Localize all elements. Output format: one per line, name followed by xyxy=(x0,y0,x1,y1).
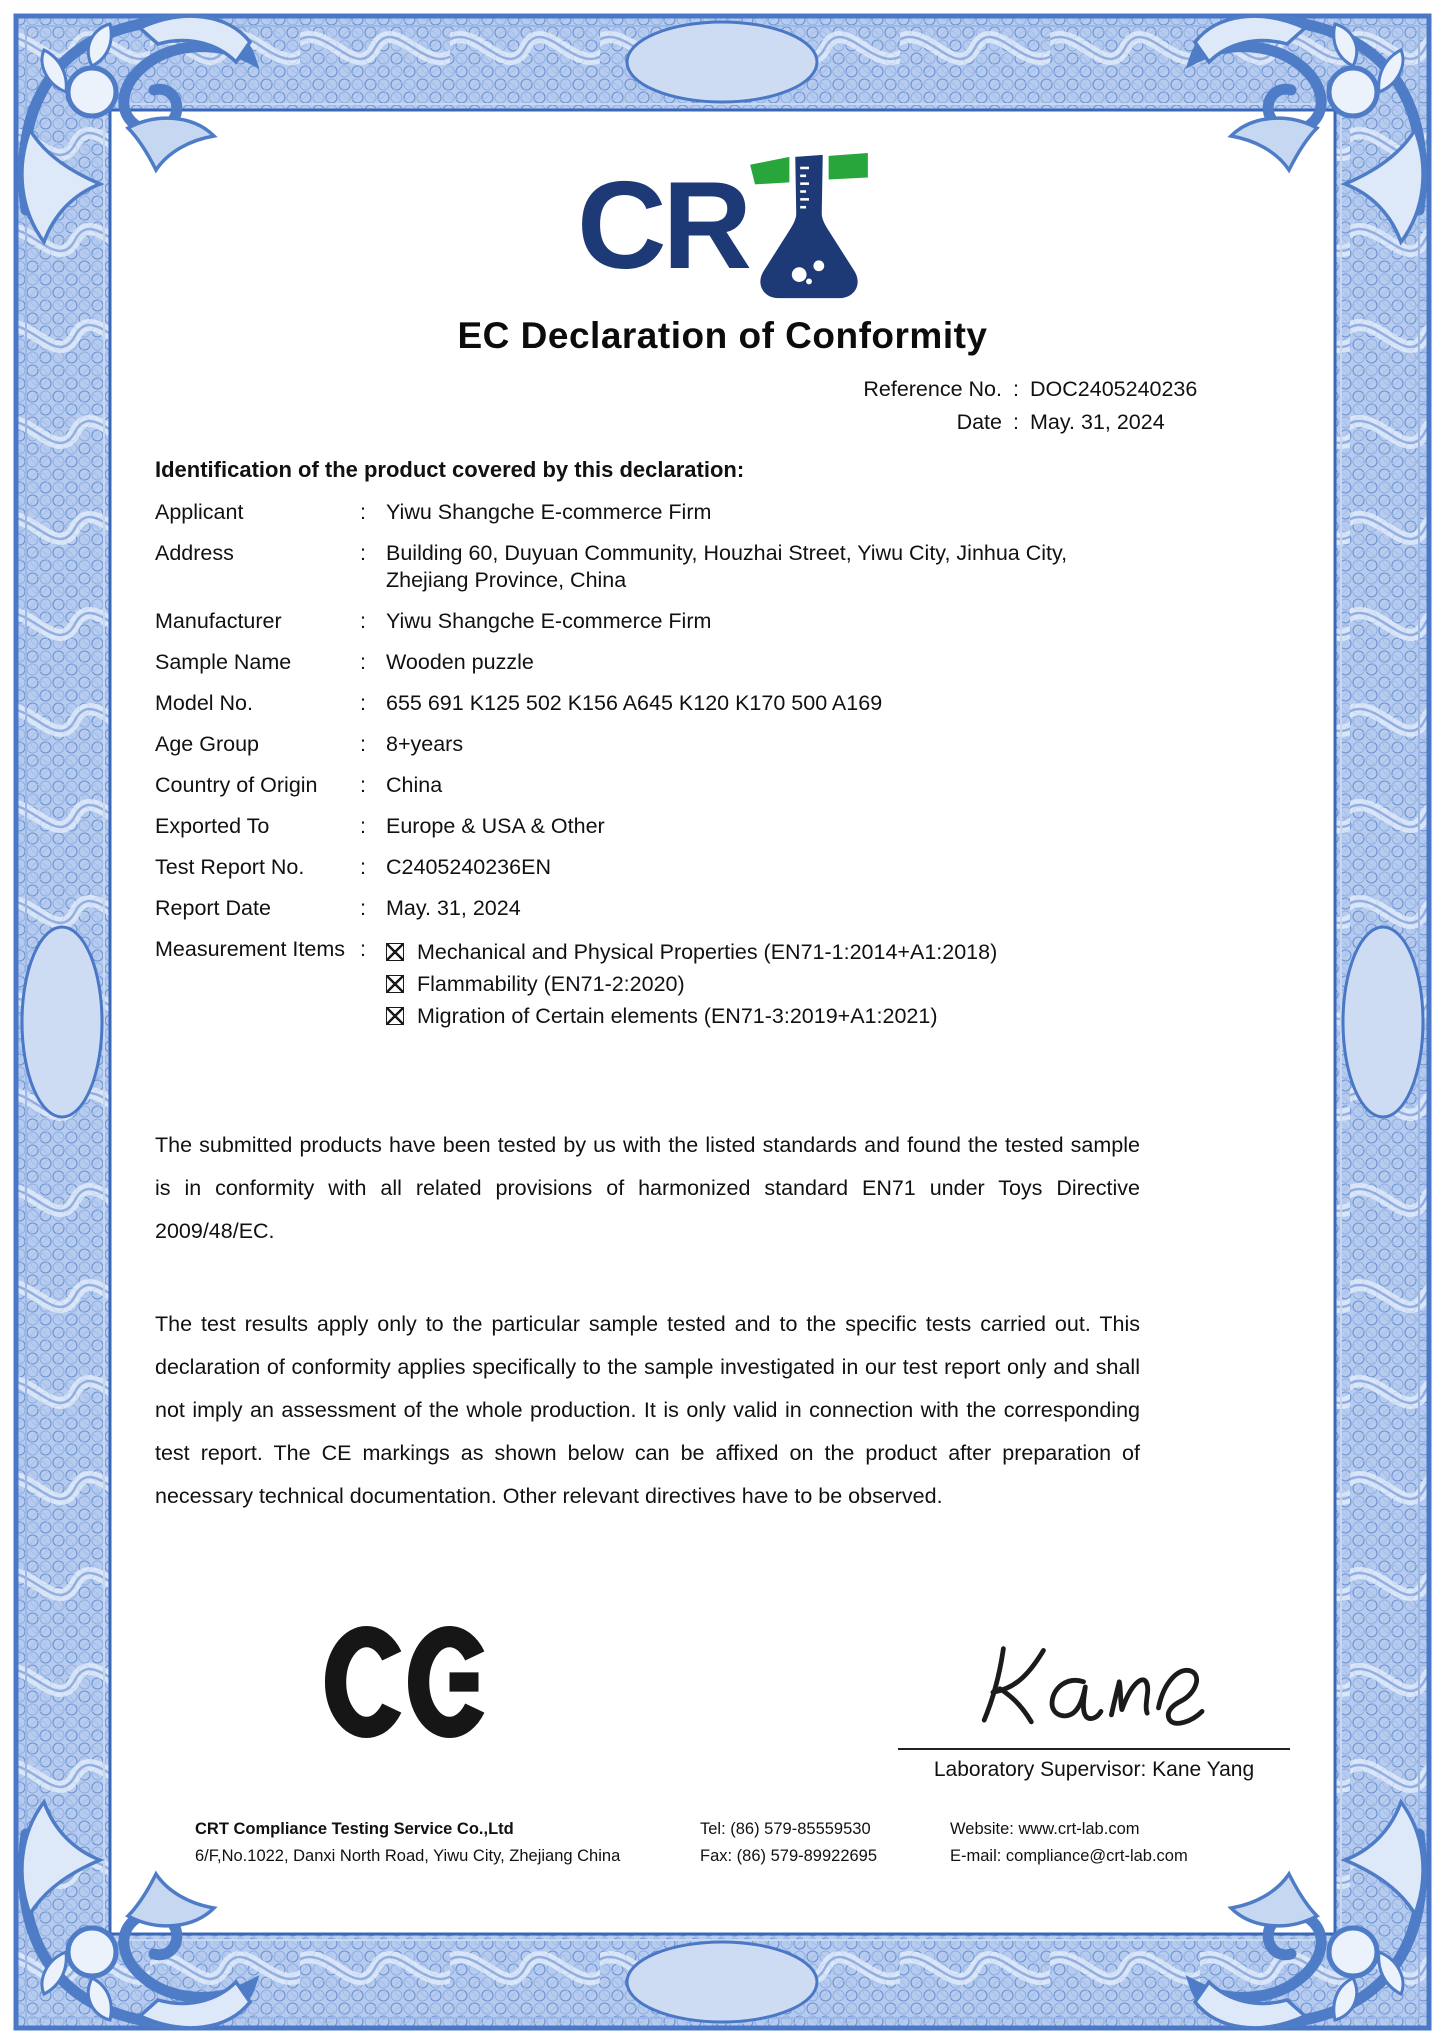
field-row-sample-name xyxy=(155,649,1290,676)
section-heading: Identification of the product covered by this declaration: xyxy=(155,457,745,482)
colon: : xyxy=(360,609,366,633)
disclaimer-statement: The test results apply only to the particular sample tested and to the specific tests carried out. This declaration of conformity applies specifically to the sample investigated in our test report only and shall not imply an assessment of the whole production. It is only valid in connection with the corresponding test report. The CE markings as shown below can be affixed on the product after preparation of necessary technical documentation. Other relevant directives have to be observed. xyxy=(155,1312,1140,1508)
field-label: Address xyxy=(155,541,234,565)
colon: : xyxy=(1013,410,1019,434)
field-row-applicant xyxy=(155,499,1290,526)
colon: : xyxy=(360,937,366,961)
field-label: Test Report No. xyxy=(155,855,305,879)
footer-web-block xyxy=(950,1816,1290,1870)
field-label: Age Group xyxy=(155,732,259,756)
footer-tel: Tel: (86) 579-85559530 xyxy=(700,1820,871,1838)
field-value: 655 691 K125 502 K156 A645 K120 K170 500 A169 xyxy=(386,691,883,715)
meta-block xyxy=(155,373,1290,439)
date-label: Date xyxy=(956,410,1002,434)
field-value: Europe & USA & Other xyxy=(386,814,605,838)
mark-and-signature-row xyxy=(155,1626,1290,1782)
field-row-test-report-no xyxy=(155,854,1290,881)
colon: : xyxy=(360,814,366,838)
field-label: Sample Name xyxy=(155,650,292,674)
checked-checkbox-icon xyxy=(386,975,404,993)
field-value: China xyxy=(386,773,443,797)
field-row-manufacturer xyxy=(155,608,1290,635)
colon: : xyxy=(360,650,366,674)
checked-checkbox-icon xyxy=(386,943,404,961)
colon: : xyxy=(360,500,366,524)
field-row-report-date xyxy=(155,895,1290,922)
field-value: Yiwu Shangche E-commerce Firm xyxy=(386,500,712,524)
conformity-statement: The submitted products have been tested by us with the listed standards and found the tested sample is in conformity with all related provisions of harmonized standard EN71 under Toys Directive 2009/48/EC. xyxy=(155,1133,1140,1243)
field-value: C2405240236EN xyxy=(386,855,551,879)
footer xyxy=(155,1816,1290,1870)
footer-company-address: 6/F,No.1022, Danxi North Road, Yiwu City, Zhejiang China xyxy=(195,1847,621,1865)
field-label: Country of Origin xyxy=(155,773,318,797)
measurement-items xyxy=(386,936,1126,1032)
signature-block xyxy=(898,1626,1290,1782)
field-label: Manufacturer xyxy=(155,609,282,633)
field-row-address xyxy=(155,540,1290,594)
page-title: EC Declaration of Conformity xyxy=(457,315,988,356)
field-label: Model No. xyxy=(155,691,253,715)
crt-logo-text: CR xyxy=(576,157,749,295)
footer-fax: Fax: (86) 579-89922695 xyxy=(700,1847,878,1865)
field-label: Exported To xyxy=(155,814,270,838)
footer-phone-block xyxy=(700,1816,950,1870)
field-row-exported-to xyxy=(155,813,1290,840)
date-row xyxy=(155,406,1235,439)
field-value: Yiwu Shangche E-commerce Firm xyxy=(386,609,712,633)
field-value: Wooden puzzle xyxy=(386,650,534,674)
reference-value: DOC2405240236 xyxy=(1030,377,1198,401)
field-row-age-group xyxy=(155,731,1290,758)
colon: : xyxy=(360,691,366,715)
ce-mark xyxy=(283,1626,533,1743)
colon: : xyxy=(360,541,366,565)
field-row-country-of-origin xyxy=(155,772,1290,799)
field-label: Measurement Items xyxy=(155,937,345,961)
identification-fields xyxy=(155,499,1290,1032)
colon: : xyxy=(360,732,366,756)
field-label: Applicant xyxy=(155,500,244,524)
field-row-measurement-items xyxy=(155,936,1290,1032)
colon: : xyxy=(360,855,366,879)
footer-company-name: CRT Compliance Testing Service Co.,Ltd xyxy=(195,1820,514,1838)
field-label: Report Date xyxy=(155,896,271,920)
address-line-2: Zhejiang Province, China xyxy=(386,568,627,592)
colon: : xyxy=(360,896,366,920)
reference-row xyxy=(155,373,1235,406)
measurement-item-text: Flammability (EN71-2:2020) xyxy=(417,971,685,996)
measurement-item xyxy=(386,1000,1126,1032)
footer-company-block xyxy=(155,1816,700,1870)
measurement-item xyxy=(386,968,1126,1000)
signature-line xyxy=(898,1748,1290,1750)
colon: : xyxy=(1013,377,1019,401)
measurement-item-text: Migration of Certain elements (EN71-3:2019+A1:2021) xyxy=(417,1003,938,1028)
colon: : xyxy=(360,773,366,797)
crt-logo xyxy=(577,151,868,313)
footer-website: Website: www.crt-lab.com xyxy=(950,1820,1140,1838)
reference-label: Reference No. xyxy=(863,377,1002,401)
field-row-model-no xyxy=(155,690,1290,717)
signature-caption: Laboratory Supervisor: Kane Yang xyxy=(933,1758,1255,1781)
signature-handwriting xyxy=(951,1626,1237,1748)
certificate-content xyxy=(155,115,1290,1870)
field-value xyxy=(386,540,1126,594)
field-value: May. 31, 2024 xyxy=(386,896,521,920)
flask-icon xyxy=(750,151,868,306)
date-value: May. 31, 2024 xyxy=(1030,410,1165,434)
measurement-item-text: Mechanical and Physical Properties (EN71-1:2014+A1:2018) xyxy=(417,939,998,964)
footer-email: E-mail: compliance@crt-lab.com xyxy=(950,1847,1188,1865)
checked-checkbox-icon xyxy=(386,1007,404,1025)
field-value: 8+years xyxy=(386,732,464,756)
address-line-1: Building 60, Duyuan Community, Houzhai Street, Yiwu City, Jinhua City, xyxy=(386,541,1068,565)
measurement-item xyxy=(386,936,1126,968)
